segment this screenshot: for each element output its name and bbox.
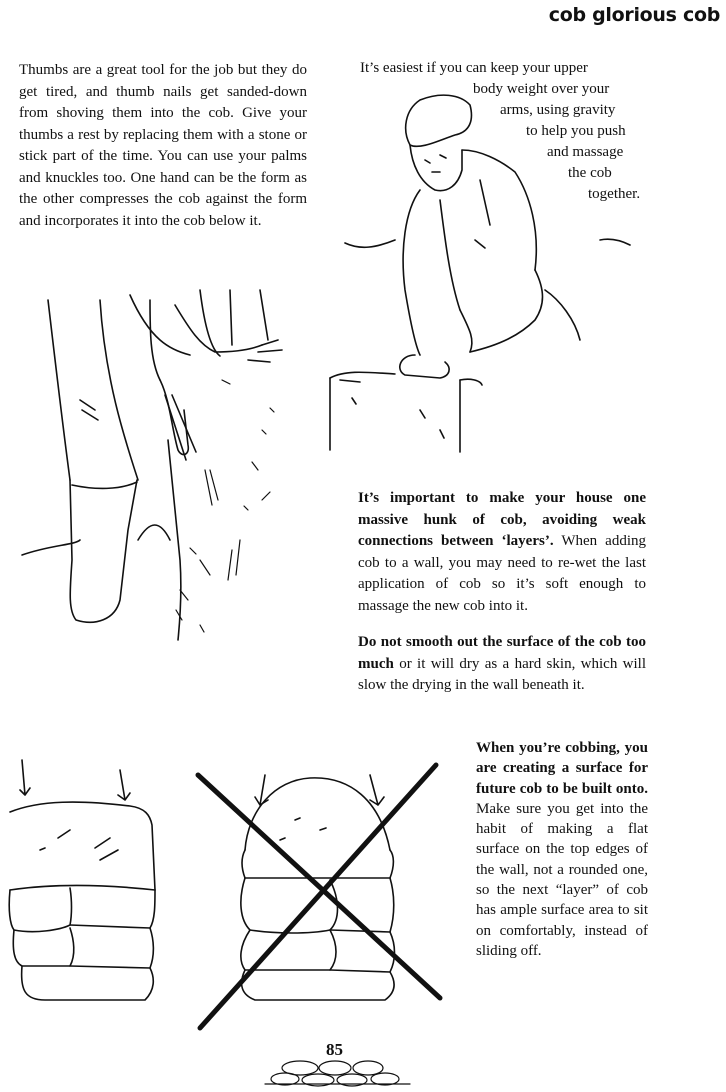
cobbing-hands-illustration — [22, 290, 282, 640]
smooth-bold: Do not smooth out the surface of the cob too much — [358, 634, 646, 672]
running-head: cob glorious cob — [548, 4, 720, 26]
easiest-line-4: to help you push — [526, 123, 626, 139]
cobbing-bold: When you’re cobbing, you are creating a surface for future cob to be built onto. — [476, 740, 648, 797]
cob-crumbs — [176, 380, 274, 632]
easiest-line-5: and massage — [547, 144, 624, 160]
cobbing-rest: Make sure you get into the habit of making a flat surface on the top edges of the wall, not a rounded one, so the next “layer” of cob has ample surface area to sit on comfortably, instead of sliding off. — [476, 800, 648, 959]
flat-wall-illustration — [9, 760, 155, 1000]
thumbs-paragraph: Thumbs are a great tool for the job but they do get tired, and thumb nails get sanded-down from shoving them into the cob. Give your thumbs a rest by replacing them with a stone or stick part of the time. You can use your palms and knuckles too. One hand can be the form as the other compresses the cob against the form and incorporates it into the cob below it. — [19, 62, 307, 229]
easiest-line-6: the cob — [568, 165, 612, 181]
important-rest: When adding cob to a wall, you may need to re-wet the last application of cob so it’s soft enough to massage the new cob into it. — [358, 533, 647, 614]
page-number: 85 — [326, 1040, 343, 1059]
cross-line-a — [198, 775, 440, 998]
leaning-person-illustration — [330, 95, 630, 452]
cross-line-b — [200, 765, 436, 1028]
important-bold: It’s important to make your house one massive hunk of cob, avoiding weak connections between ‘layers’. — [358, 490, 646, 549]
easiest-line-1: It’s easiest if you can keep your upper — [360, 60, 588, 76]
smooth-rest: or it will dry as a hard skin, which will slow the drying in the wall beneath it. — [358, 655, 646, 693]
stones-ornament — [265, 1061, 410, 1086]
easiest-line-3: arms, using gravity — [500, 102, 616, 118]
easiest-line-2: body weight over your — [473, 81, 610, 97]
easiest-line-7: together. — [588, 186, 641, 202]
